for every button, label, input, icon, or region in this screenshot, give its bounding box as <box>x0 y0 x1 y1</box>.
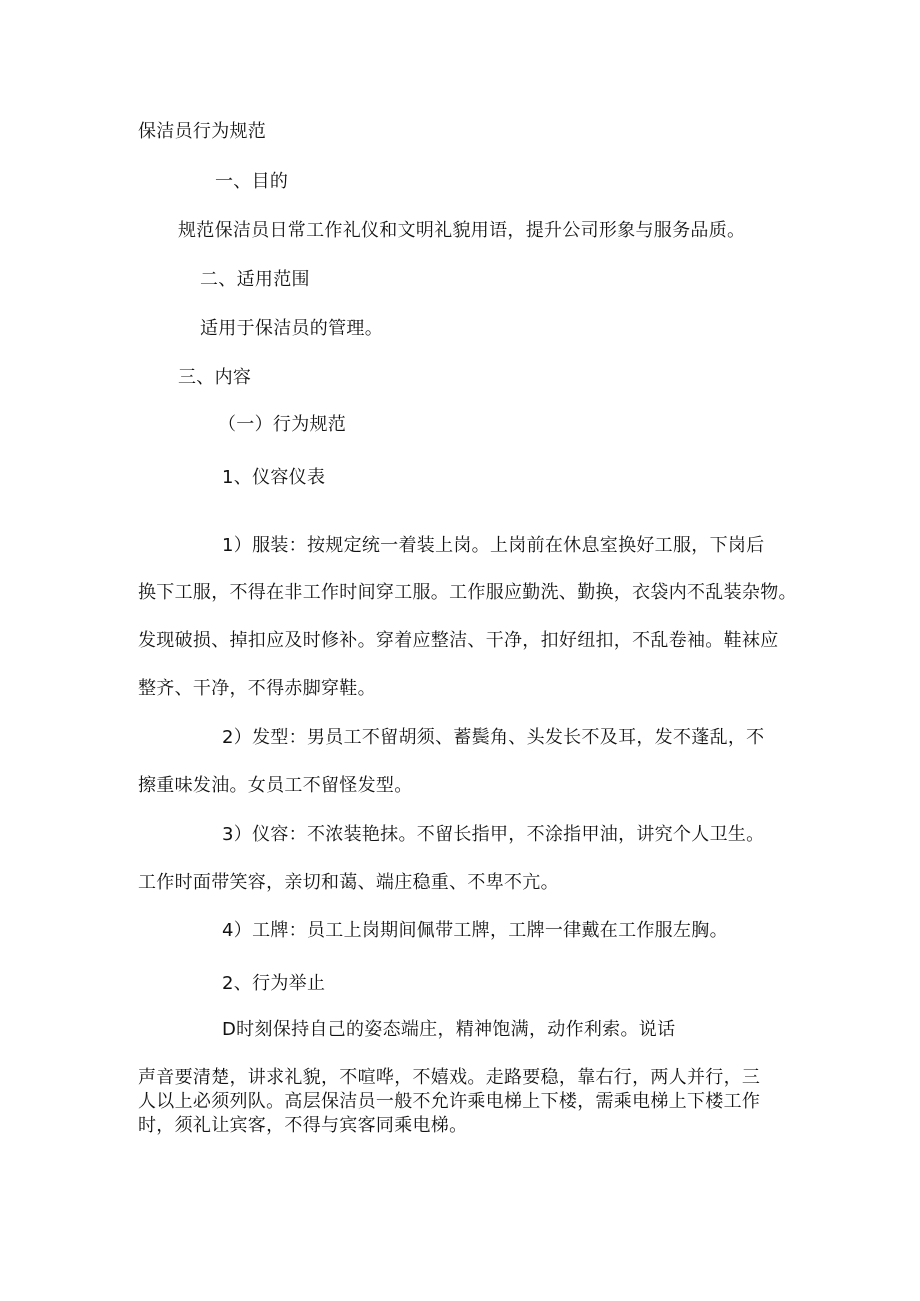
item-number: 1 <box>222 467 234 488</box>
point-text: ）工牌：员工上岗期间佩带工牌，工牌一律戴在工作服左胸。 <box>233 920 728 941</box>
point-clothing-line-1 <box>222 534 764 558</box>
item-heading-text: 、行为举止 <box>233 973 326 994</box>
point-clothing-line-4: 整齐、干净，不得赤脚穿鞋。 <box>138 678 376 699</box>
section-heading-purpose: 一、目的 <box>215 171 289 192</box>
document-title: 保洁员行为规范 <box>138 121 267 142</box>
point-number: 4 <box>222 920 234 941</box>
point-grooming-line-2: 工作时面带笑容，亲切和蔼、端庄稳重、不卑不亢。 <box>138 872 559 893</box>
section-heading-scope: 二、适用范围 <box>200 269 310 290</box>
item-heading-appearance <box>222 466 325 490</box>
point-clothing-line-2: 换下工服，不得在非工作时间穿工服。工作服应勤洗、勤换，衣袋内不乱装杂物。 <box>138 582 797 603</box>
behavior-line-1 <box>222 1018 675 1042</box>
point-text: 时刻保持自己的姿态端庄，精神饱满，动作利索。说话 <box>236 1019 676 1040</box>
item-heading-behavior <box>222 972 325 996</box>
point-hairstyle-line-2: 擦重味发油。女员工不留怪发型。 <box>138 775 413 796</box>
point-hairstyle-line-1 <box>222 726 764 750</box>
point-number: 3 <box>222 824 234 845</box>
point-text: ）仪容：不浓装艳抹。不留长指甲，不涂指甲油，讲究个人卫生。 <box>233 824 765 845</box>
point-text: ）服装：按规定统一着装上岗。上岗前在休息室换好工服，下岗后 <box>233 535 765 556</box>
behavior-line-4: 时，须礼让宾客，不得与宾客同乘电梯。 <box>138 1115 468 1136</box>
item-heading-text: 、仪容仪表 <box>233 467 326 488</box>
section-heading-content: 三、内容 <box>178 367 252 388</box>
behavior-line-2: 声音要清楚，讲求礼貌，不喧哗，不嬉戏。走路要稳，靠右行，两人并行，三 <box>138 1067 761 1088</box>
point-clothing-line-3: 发现破损、掉扣应及时修补。穿着应整洁、干净，扣好纽扣，不乱卷袖。鞋袜应 <box>138 630 779 651</box>
point-badge-line-1 <box>222 919 728 943</box>
subsection-heading-behavior: （一）行为规范 <box>218 414 347 435</box>
point-number: 2 <box>222 727 234 748</box>
section-text-scope: 适用于保洁员的管理。 <box>200 318 383 339</box>
point-number: 1 <box>222 535 234 556</box>
point-number: D <box>222 1019 237 1040</box>
section-text-purpose: 规范保洁员日常工作礼仪和文明礼貌用语，提升公司形象与服务品质。 <box>178 220 746 241</box>
item-number: 2 <box>222 973 234 994</box>
behavior-line-3: 人以上必须列队。高层保洁员一般不允许乘电梯上下楼，需乘电梯上下楼工作 <box>138 1091 761 1112</box>
point-text: ）发型：男员工不留胡须、蓄鬓角、头发长不及耳，发不蓬乱，不 <box>233 727 765 748</box>
point-grooming-line-1 <box>222 823 764 847</box>
